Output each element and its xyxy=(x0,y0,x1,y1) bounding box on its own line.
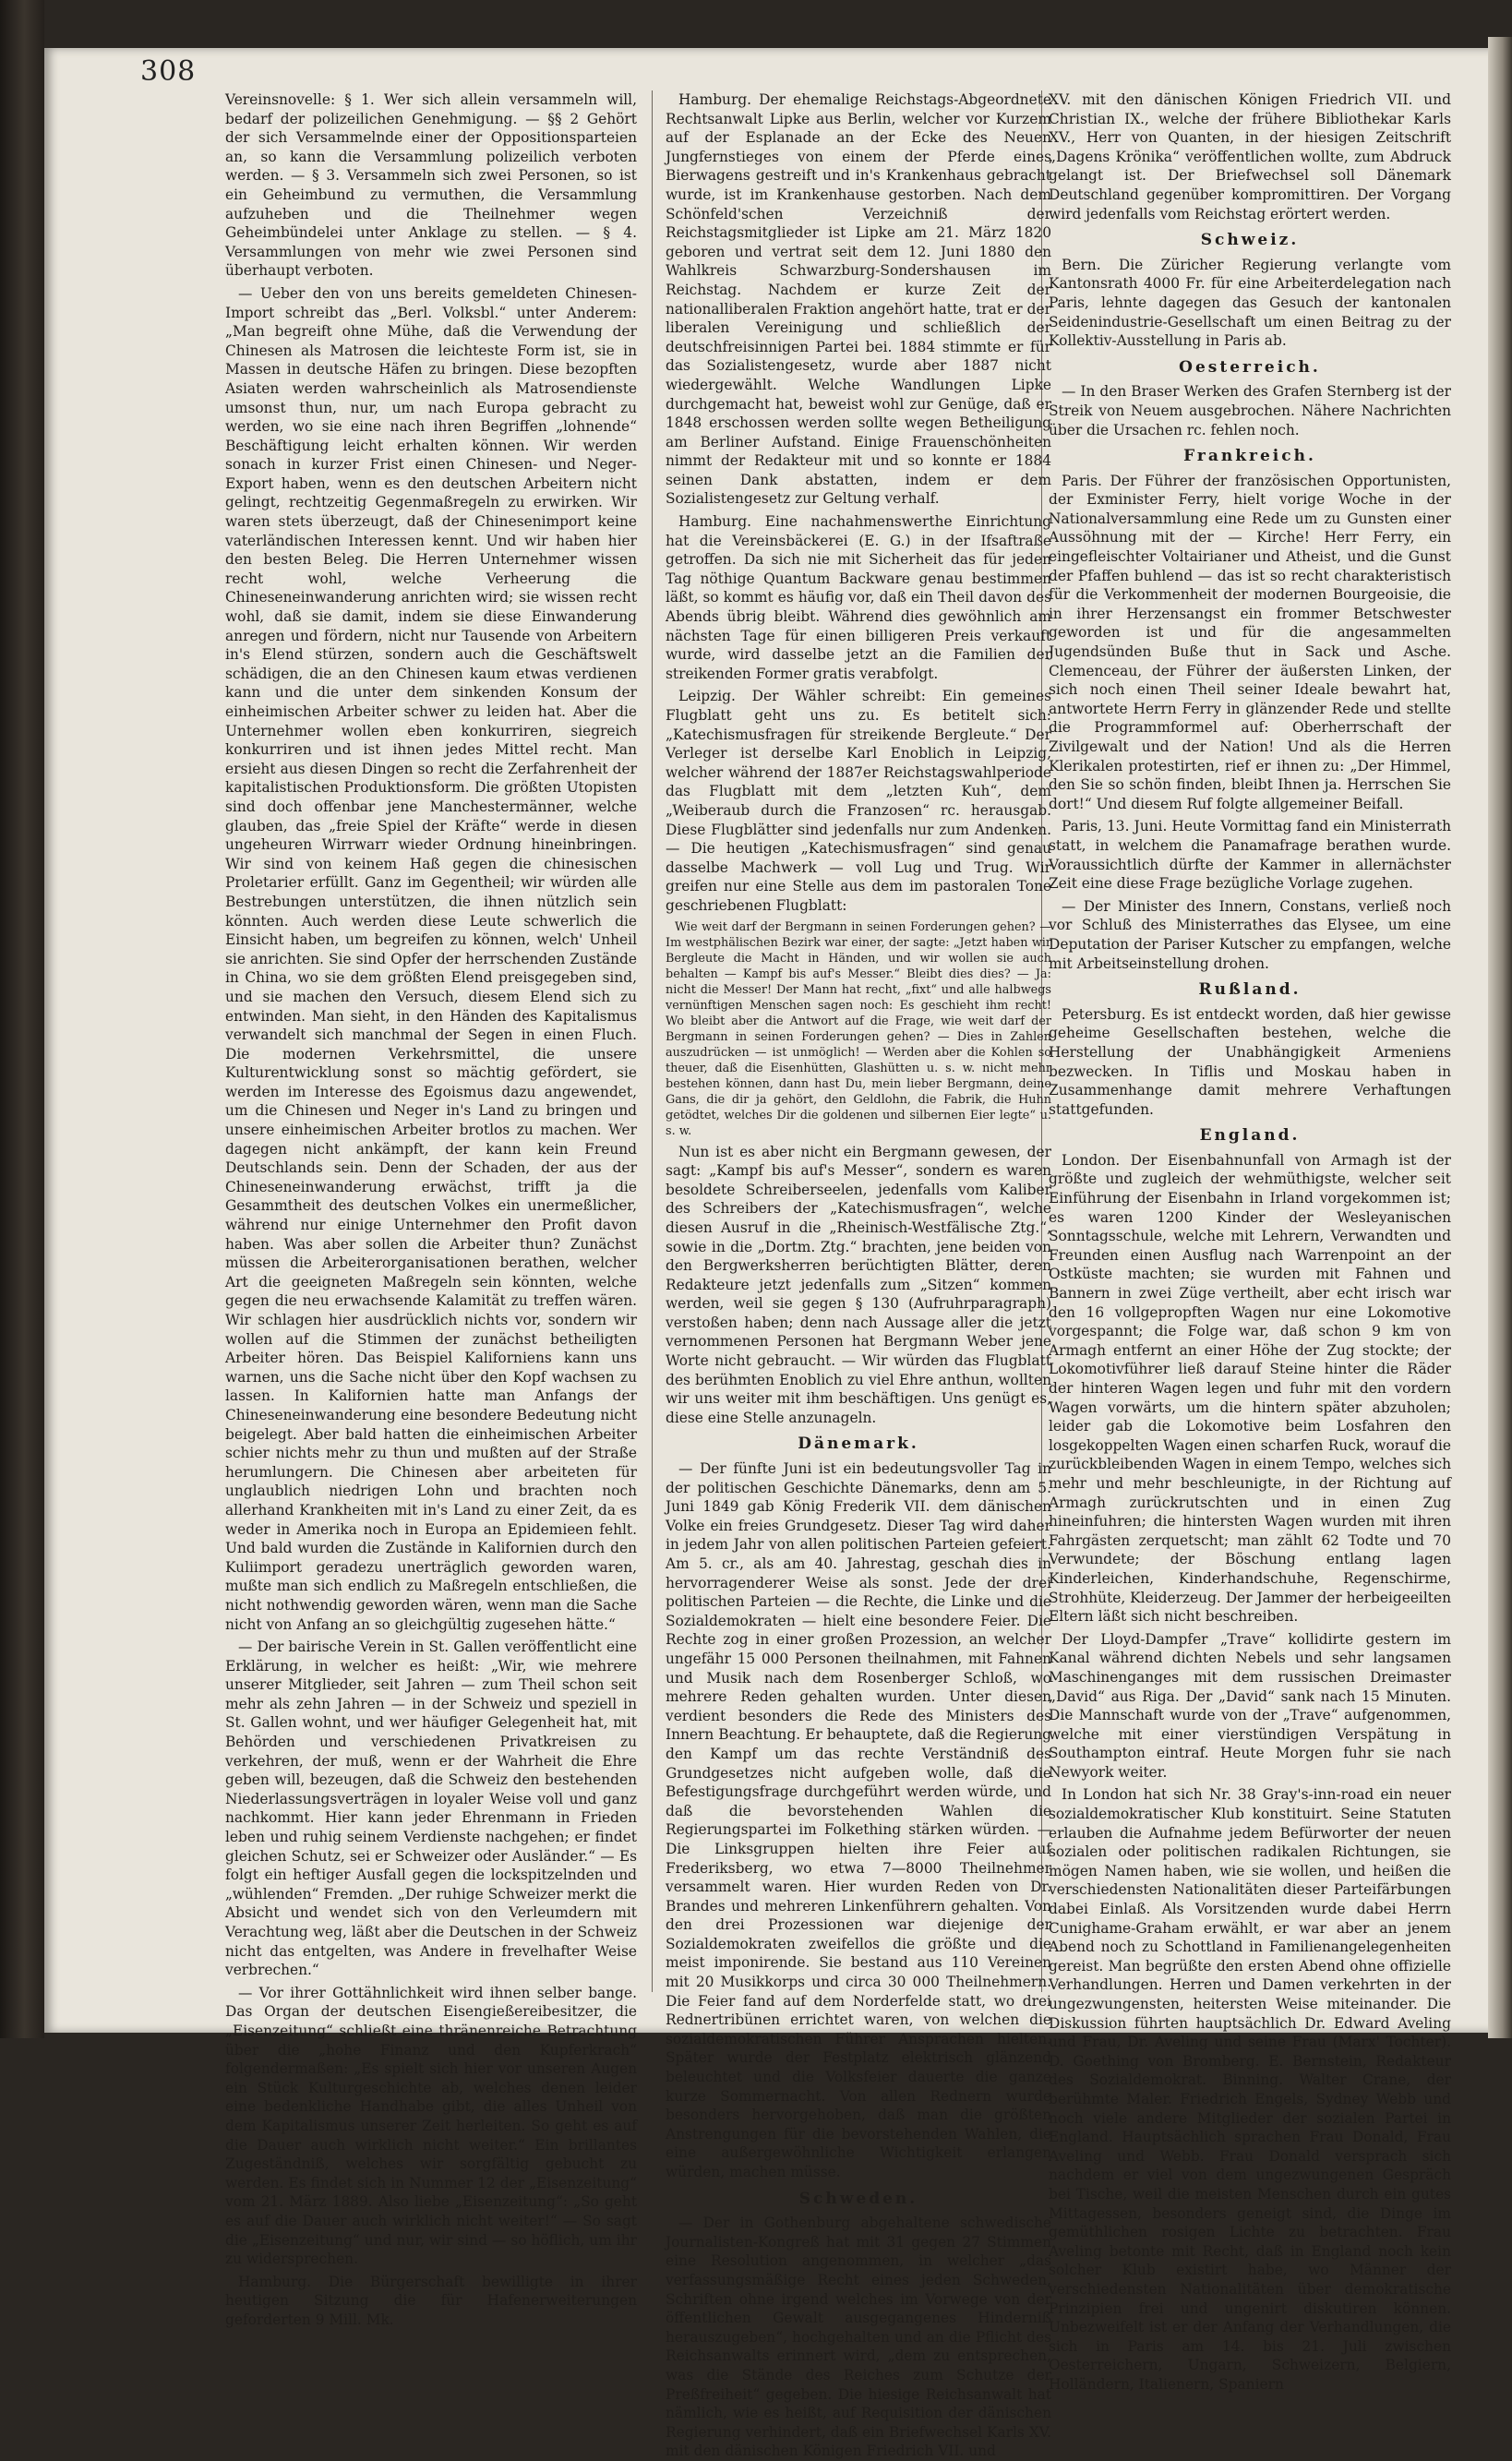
quoted-leaflet: Wie weit darf der Bergmann in seinen Forderungen gehen? — Im westphälischen Bezirk war einer, der sagte: „Jetzt haben wir Bergleute die Macht in Händen, und wir wollen sie auch behalten — Kampf bis auf's Messer.“ Bleibt dies dies? — Ja: nicht die Messer! Der Mann hat recht, „fixt“ und alle halbwegs vernünftigen Menschen sagen noch: Es geschieht ihm recht! Wo bleibt aber die Antwort auf die Frage, wie weit darf der Bergmann in seinen Forderungen gehen? — Dies in Zahlen auszudrücken — ist unmöglich! — Werden aber die Kohlen so theuer, daß die Eisenhütten, Glashütten u. s. w. nicht mehr bestehen können, dann hast Du, mein lieber Bergmann, deine Gans, die dir ja gehört, den Geldlohn, die Fabrik, die Huhn getödtet, welches Dir die goldenen und silbernen Eier legte“ u. s. w. xyxy=(666,919,1051,1138)
article-paragraph: XV. mit den dänischen Königen Friedrich VII. und Christian IX., welche der frühere Bibliothekar Karls XV., Herr von Quanten, in der hiesigen Zeitschrift „Dagens Krönika“ veröffentlichen wollte, zum Abdruck gelangt ist. Der Briefwechsel soll Dänemark Deutschland gegenüber kompromittiren. Der Vorgang wird jedenfalls vom Reichstag erörtert werden. xyxy=(1049,91,1451,222)
article-paragraph: Nun ist es aber nicht ein Bergmann gewesen, der sagt: „Kampf bis auf's Messer“, sondern es waren besoldete Schreiberseelen, jedenfalls vom Kaliber des Schreibers der „Katechismusfragen“, welche diesen Ausruf in die „Rheinisch-Westfälische Ztg.“, sowie in die „Dortm. Ztg.“ brachten, jene beiden von den Bergwerksherren berüchtigten Blätter, deren Redakteure jetzt jedenfalls zum „Sitzen“ kommen werden, weil sie gegen § 130 (Aufruhrparagraph) verstoßen haben; denn nach Aussage aller die jetzt vernommenen Personen hat Bergmann Weber jene Worte nicht gebraucht. — Wir würden das Flugblatt des berühmten Enoblich zu viel Ehre anthun, wollten wir uns weiter mit ihm beschäftigen. Uns genügt es, diese eine Stelle anzunageln. xyxy=(666,1143,1051,1426)
section-heading-russland: Rußland. xyxy=(1198,980,1302,1000)
article-paragraph: — In den Braser Werken des Grafen Sternberg ist der Streik von Neuem ausgebrochen. Nähere Nachrichten über die Ursachen rc. fehlen noch. xyxy=(1049,383,1451,438)
column-3 xyxy=(1049,90,1451,2393)
page-edge xyxy=(1488,37,1512,2038)
column-rule xyxy=(652,90,653,1992)
column-2 xyxy=(666,90,1051,2460)
article-paragraph: — Der bairische Verein in St. Gallen veröffentlicht eine Erklärung, in welcher es heißt: „Wir, wie mehrere unserer Mitglieder, seit Jahren — zum Theil schon seit mehr als zehn Jahren — in der Schweiz und speziell in St. Gallen wohnt, und wer häufiger Gelegenheit hat, mit Behörden und verschiedenen Privatkreisen zu verkehren, der muß, wenn er der Wahrheit die Ehre geben will, bezeugen, daß die Schweiz den bestehenden Niederlassungsverträgen in loyaler Weise voll und ganz nachkommt. Hier kann jeder Ehrenmann in Frieden leben und ruhig seinem Verdienste nachgehen; er findet gleichen Schutz, sei er Schweizer oder Ausländer.“ — Es folgt ein heftiger Ausfall gegen die lockspitzelnden und „wühlenden“ Fremden. „Der ruhige Schweizer merkt die Absicht und wendet sich von den Verleumdern mit Verachtung weg, läßt aber die Deutschen in der Schweiz nicht das entgelten, was Andere in frevelhafter Weise verbrechen.“ xyxy=(225,1639,637,1979)
article-paragraph: — Der in Gothenburg abgehaltene schwedische Journalisten-Kongreß hat mit 31 gegen 27 Stimmen eine Resolution angenommen, in welcher „das verfassungsmäßige Recht eines jeden Schweden, Schriften ohne irgend welches im Vorwege von der öffentlichen Gewalt ausgegangenes Hinderniß herauszugeben“, hochgehalten und an die Pflicht des Reichsanwalts erinnert wird, „dem zu entsprechen, was die Stände des Reiches zum Schutze der Preßfreiheit“ gegeben. Die hiesige Reichsanwalt hat nämlich, wie es heißt, auf Requisition der dänischen Regierung verhindert, daß ein Briefwechsel Karls XV. mit den dänischen Königen Friedrich VII. und xyxy=(666,2215,1051,2460)
section-heading-frankreich: Frankreich. xyxy=(1183,447,1316,466)
column-1 xyxy=(225,90,637,2328)
section-heading-schweiz: Schweiz. xyxy=(1200,231,1300,250)
article-paragraph: — Ueber den von uns bereits gemeldeten Chinesen-Import schreibt das „Berl. Volksbl.“ unter Anderem: „Man begreift ohne Mühe, daß die Verwendung der Chinesen als Matrosen die leichteste Form ist, sie in Massen in deutsche Häfen zu bringen. Diese bezopften Asiaten werden wahrscheinlich als Matrosendienste umsonst thun, nur, um nach Europa gebracht zu werden, wo sie eine nach ihren Begriffen „lohnende“ Beschäftigung leicht erhalten können. Wir werden sonach in kurzer Frist einen Chinesen- und Neger-Export haben, wenn es den deutschen Arbeitern nicht gelingt, rechtzeitig Gegenmaßregeln zu erwirken. Wir waren stets überzeugt, daß der Chinesenimport keine vaterländischen Interessen kennt. Und wir haben hier den besten Beleg. Die Herren Unternehmer wissen recht wohl, welche Verheerung die Chineseneinwanderung anrichten wird; sie wissen recht wohl, daß sie damit, indem sie diese Einwanderung anregen und fördern, nicht nur Tausende von Arbeitern in's Elend stürzen, sondern auch die Geschäftswelt schädigen, die an den Chinesen kaum etwas verdienen kann und die unter dem sinkenden Konsum der einheimischen Arbeiter schwer zu leiden hat. Aber die Unternehmer wollen eben konkurriren, siegreich konkurriren und ist ihnen jedes Mittel recht. Man ersieht aus diesen Dingen so recht die Zerfahrenheit der kapitalistischen Produktionsform. Die größten Utopisten sind doch offenbar jene Manchestermänner, welche glauben, das „freie Spiel der Kräfte“ werde in diesen ungeheuren Wirrwarr wieder Ordnung hineinbringen. Wir sind von keinem Haß gegen die chinesischen Proletarier erfüllt. Ganz im Gegentheil; wir würden alle Bestrebungen unterstützen, die ihnen nützlich sein könnten. Auch werden diese Leute schwerlich die Einsicht haben, um begreifen zu können, welch' Unheil sie anrichten. Sie sind Opfer der herrschenden Zustände in China, wo sie dem größten Elend preisgegeben sind, und sie machen den Versuch, diesem Elend sich zu entwinden. Man sieht, in den Händen des Kapitalismus verwandelt sich manchmal der Segen in einen Fluch. Die modernen Verkehrsmittel, die unsere Kulturentwicklung sonst so mächtig gefördert, sie werden im Interesse des Egoismus dazu angewendet, um die Chinesen und Neger in's Land zu bringen und unsere einheimischen Arbeiter brotlos zu machen. Wer dagegen nicht ankämpft, der kann kein Freund Deutschlands sein. Denn der Schaden, der aus der Chineseneinwanderung erwächst, trifft ja die Gesammtheit des deutschen Volkes ein unermeßlicher, während nur einige Unternehmer den Profit davon haben. Was aber sollen die Arbeiter thun? Zunächst müssen die Arbeiterorganisationen berathen, welcher Art die geeigneten Maßregeln sein könnten, welche gegen die neu erwachsende Kalamität zu treffen wären. Wir schlagen hier ausdrücklich nichts vor, sondern wir wollen auf die Stimmen der zunächst betheiligten Arbeiter hören. Das Beispiel Kaliforniens kann uns warnen, uns die Sache nicht über den Kopf wachsen zu lassen. In Kalifornien hatte man Anfangs der Chineseneinwanderung eine besondere Bedeutung nicht beigelegt. Aber bald hatten die einheimischen Arbeiter schier nichts mehr zu thun und mußten auf der Straße herumlungern. Die Chinesen aber arbeiteten für unglaublich niedrigen Lohn und brachten noch allerhand Krankheiten mit in's Land zu einer Zeit, da es weder in Amerika noch in Europa an Epidemieen fehlt. Und bald wurden die Zustände in Kalifornien durch den Kuliimport geradezu unerträglich geworden waren, mußte man sich endlich zu Maßregeln entschließen, die nicht nothwendig geworden wären, wenn man die Sache nicht von Anfang an so gleichgültig zugesehen hätte.“ xyxy=(225,284,637,1633)
article-paragraph: In London hat sich Nr. 38 Gray's-inn-road ein neuer sozialdemokratischer Klub konstituirt. Seine Statuten erlauben die Aufnahme jedem Befürworter der neuen sozialen oder politischen radikalen Richtungen, sie mögen Namen haben, wie sie wollen, und heißen die verschiedensten Nationalitäten dieser Parteifärbungen dabei Einlaß. Als Vorsitzenden wurde dabei Herrn Cunighame-Graham erwählt, er war aber an jenem Abend noch zu Schottland in Familienangelegenheiten gereist. Man begrüßte den ersten Abend ohne offizielle Verhandlungen. Herren und Damen verkehrten in der ungezwungensten, heitersten Weise miteinander. Die Diskussion führten hauptsächlich Dr. Edward Aveling und Frau, Dr. Aveling und seine Frau (Marx' Tochter). D. Goething von Bromberg. E. Bernstein, Redakteur des Sozialdemokrat. Binning. Walter Crane, der berühmte Maler. Friedrich Engels, Sydney Webb und noch viele andere Mitglieder der sozialen Partei in England. Hauptsächlich sprachen Frau Donald, Frau Aveling und Webb. Frau Donald versprach sich nachdem er viel von dem ungezwungenen Gespräch bei Tische, weil die meisten Menschen durch ein gutes Mittagessen, besonders geneigt sind, die Dinge im gemüthlichen rosigen Lichte zu betrachten. Frau Aveling betonte mit Recht, daß in England noch kein solcher Klub existirt habe, wo Männer der verschiedensten Nationalitäten über demokratische Prinzipien frei und ungenirt diskutiren können. Unbezweifelt ist er der Anfang der Verhandlungen, die sich in Paris am 14. bis 21. Juli zwischen Oesterreichern, Ungarn, Schweizern, Belgiern, Holländern, Italienern, Spaniern xyxy=(1049,1786,1451,2393)
article-paragraph: Der Lloyd-Dampfer „Trave“ kollidirte gestern im Kanal während dichten Nebels und sehr langsamen Maschinenganges mit dem russischen Dreimaster „David“ aus Riga. Der „David“ sank nach 15 Minuten. Die Mannschaft wurde von der „Trave“ aufgenommen, welche mit einer vierstündigen Verspätung in Southampton eintraf. Heute Morgen fuhr sie nach Newyork weiter. xyxy=(1049,1630,1451,1781)
article-paragraph: Paris, 13. Juni. Heute Vormittag fand ein Ministerrath statt, in welchem die Panamafrage berathen wurde. Voraussichtlich dürfte der Kammer in allernächster Zeit eine diese Frage bezügliche Vorlage zugehen. xyxy=(1049,818,1451,893)
section-heading-england: England. xyxy=(1199,1126,1301,1146)
page-number: 308 xyxy=(140,55,197,88)
article-paragraph: — Vor ihrer Gottähnlichkeit wird ihnen selber bange. Das Organ der deutschen Eisengießereibesitzer, die „Eisenzeitung“ schließt eine thränenreiche Betrachtung über die „hohe Finanz und den Kupferkrach“ folgendermaßen: „Es spielt sich hier vor unseren Augen ein Stück Kulturgeschichte ab, welches denen leider eine bedenkliche Handhabe gibt, die alles Unheil von dem Kapitalismus unserer Zeit herleiten. So geht es auf die Dauer auch wirklich nicht weiter.“ Ein brillantes Zugeständniß, welches wir sorgfältig gebucht zu werden. Es findet sich in Nummer 12 der „Eisenzeitung“ vom 21. März 1889. Also liebe „Eisenzeitung“: „So geht es auf die Dauer auch wirklich nicht weiter!“ — So sagt die „Eisenzeitung“ und nur, wir sind — so höflich, um ihr zu widersprechen. xyxy=(225,1984,637,2268)
article-paragraph: Bern. Die Züricher Regierung verlangte vom Kantonsrath 4000 Fr. für eine Arbeiterdelegation nach Paris, lehnte dagegen das Gesuch der kantonalen Seidenindustrie-Gesellschaft um einen Beitrag zu der Kollektiv-Ausstellung in Paris ab. xyxy=(1049,256,1451,350)
book-binding xyxy=(0,0,44,2038)
section-heading-oesterreich: Oesterreich. xyxy=(1179,357,1321,377)
article-paragraph: Hamburg. Die Bürgerschaft bewilligte in ihrer heutigen Sitzung die für Hafenerweiterungen geforderten 9 Mill. Mk. xyxy=(225,2273,637,2328)
article-paragraph: — Der Minister des Innern, Constans, verließ noch vor Schluß des Ministerrathes das Elysee, um eine Deputation der Pariser Kutscher zu empfangen, welche mit Arbeitseinstellung drohen. xyxy=(1049,897,1451,972)
section-heading-daenemark: Dänemark. xyxy=(798,1435,919,1454)
section-heading-schweden: Schweden. xyxy=(798,2189,918,2208)
article-paragraph: London. Der Eisenbahnunfall von Armagh ist der größte und zugleich der wehmüthigste, welcher seit Einführung der Eisenbahn in Irland vorgekommen ist; es waren 1200 Kinder der Wesleyanischen Sonntagsschule, welche mit Lehrern, Verwandten und Freunden einen Ausflug nach Warrenpoint an der Ostküste machten; sie wurden mit Fahnen und Bannern in zwei Züge vertheilt, aber echt irisch war den 16 vollgepropften Wagen nur eine Lokomotive vorgespannt; die Folge war, daß schon 9 km von Armagh entfernt an einer Höhe der Zug stockte; der Lokomotivführer ließ darauf Steine hinter die Räder der hinteren Wagen legen und fuhr mit den vordern Wagen vorwärts, um die hintern später abzuholen; leider gab die Lokomotive beim Losfahren den losgekoppelten Wagen einen scharfen Ruck, worauf die zurückbleibenden Wagen in einem Tempo, welches sich mehr und mehr beschleunigte, in der Richtung auf Armagh zurückrutschten und in einen Zug hineinfuhren; die hintersten Wagen wurden mit ihren Fahrgästen zerquetscht; man zählt 62 Todte und 70 Verwundete; der Böschung entlang lagen Kinderleichen, Kinderhandschuhe, Regenschirme, Strohhüte, Kleiderzeug. Der Jammer der herbeigeeilten Eltern läßt sich nicht beschreiben. xyxy=(1049,1151,1451,1626)
article-paragraph: Vereinsnovelle: § 1. Wer sich allein versammeln will, bedarf der polizeilichen Genehmigung. — §§ 2 Gehört der sich Versammelnde einer der Oppositionsparteien an, so kann die Versammlung polizeilich verboten werden. — § 3. Versammeln sich zwei Personen, so ist ein Geheimbund zu vermuthen, die Versammlung aufzuheben und die Theilnehmer wegen Geheimbündelei unter Anklage zu stellen. — § 4. Versammlungen von mehr wie zwei Personen sind überhaupt verboten. xyxy=(225,91,637,280)
article-paragraph: — Der fünfte Juni ist ein bedeutungsvoller Tag in der politischen Geschichte Dänemarks, denn am 5. Juni 1849 gab König Frederik VII. dem dänischen Volke ein freies Grundgesetz. Dieser Tag wird daher in jedem Jahr von allen politischen Parteien gefeiert. Am 5. cr., als am 40. Jahrestag, geschah dies in hervorragenderer Weise als sonst. Jede der drei politischen Parteien — die Rechte, die Linke und die Sozialdemokraten — hielt eine besondere Feier. Die Rechte zog in einer großen Prozession, an welcher ungefähr 15 000 Personen theilnahmen, mit Fahnen und Musik nach dem Rosenberger Schloß, wo mehrere Reden gehalten wurden. Unter diesen verdient besonders die Rede des Ministers des Innern Beachtung. Er behauptete, daß die Regierung den Kampf um das rechte Verständniß des Grundgesetzes nicht aufgeben wolle, daß die Befestigungsfrage durchgeführt werden würde, und daß die bevorstehenden Wahlen die Regierungspartei im Folkething stärken würden. — Die Linksgruppen hielten ihre Feier auf Frederiksberg, wo etwa 7—8000 Theilnehmer versammelt waren. Hier wurden Reden von Dr. Brandes und mehreren Linkenführern gehalten. Von den drei Prozessionen war diejenige der Sozialdemokraten zweifellos die größte und die meist imponirende. Sie bestand aus 110 Vereinen mit 20 Musikkorps und circa 30 000 Theilnehmern. Die Feier fand auf dem Norderfelde statt, wo drei Rednertribünen errichtet waren, von welchen die sozialdemokratischen Führer Ansprachen hielten. Später wurde der Festplatz elektrisch glänzend beleuchtet und die Volksfeier dauerte die ganze kurze Sommernacht. Von allen Rednern wurde besonders hervorgehoben, daß man die größten Anstrengungen für die bevorstehenden Wahlen, die eine außergewöhnliche Wichtigkeit erlangen würden, machen müsse. xyxy=(666,1460,1051,2180)
article-paragraph: Hamburg. Der ehemalige Reichstags-Abgeordnete Rechtsanwalt Lipke aus Berlin, welcher vor Kurzem auf der Esplanade an der Ecke des Neuen Jungfernstieges von einem der Pferde eines Bierwagens gestreift und in's Krankenhaus gebracht wurde, ist im Krankenhause gestorben. Nach dem Schönfeld'schen Verzeichniß der Reichstagsmitglieder ist Lipke am 21. März 1820 geboren und vertrat seit dem 12. Juni 1880 den Wahlkreis Schwarzburg-Sondershausen im Reichstag. Nachdem er kurze Zeit der nationalliberalen Fraktion angehört hatte, trat er der liberalen Vereinigung und schließlich der deutschfreisinnigen Partei bei. 1884 stimmte er für das Sozialistengesetz, wurde aber 1887 nicht wiedergewählt. Welche Wandlungen Lipke durchgemacht hat, beweist wohl zur Genüge, daß er 1848 erschossen werden sollte wegen Betheiligung am Berliner Aufstand. Einige Frauenschönheiten nimmt der Redakteur mit und so konnte er 1884 seinen Dank abstatten, indem er dem Sozialistengesetz zur Geltung verhalf. xyxy=(666,91,1051,508)
article-paragraph: Hamburg. Eine nachahmenswerthe Einrichtung hat die Vereinsbäckerei (E. G.) in der Ifsaftraße getroffen. Da sich nie mit Sicherheit das für jeden Tag nöthige Quantum Backware genau bestimmen läßt, so kommt es häufig vor, daß ein Theil davon des Abends übrig bleibt. Während dies gewöhnlich am nächsten Tage für einen billigeren Preis verkauft wurde, wird dasselbe jetzt an die Familien der streikenden Former gratis verabfolgt. xyxy=(666,513,1051,682)
article-paragraph: Petersburg. Es ist entdeckt worden, daß hier gewisse geheime Gesellschaften bestehen, welche die Herstellung der Unabhängigkeit Armeniens bezwecken. In Tiflis und Moskau haben in Zusammenhange damit mehrere Verhaftungen stattgefunden. xyxy=(1049,1005,1451,1118)
article-paragraph: Paris. Der Führer der französischen Opportunisten, der Exminister Ferry, hielt vorige Woche in der Nationalversammlung eine Rede um zu Gunsten einer Aussöhnung mit der — Kirche! Herr Ferry, ein eingefleischter Voltairianer und Atheist, und die Gunst der Pfaffen buhlend — das ist so recht charakteristisch für die Verkommenheit der modernen Bourgeoisie, die in ihrer Herzensangst ein frommer Betschwester geworden ist und für die angesammelten Jugendsünden Buße thut in Sack und Asche. Clemenceau, der Führer der äußersten Linken, der sich noch einen Theil seiner Ideale bewahrt hat, antwortete Herrn Ferry in glänzender Rede und stellte die Programmformel auf: Oberherrschaft der Zivilgewalt und der Nation! Und als die Herren Klerikalen protestirten, rief er ihnen zu: „Der Himmel, den Sie so schön finden, bleibt Ihnen ja. Herrschen Sie dort!“ Und diesem Ruf folgte allgemeiner Beifall. xyxy=(1049,472,1451,812)
article-paragraph: Leipzig. Der Wähler schreibt: Ein gemeines Flugblatt geht uns zu. Es betitelt sich: „Katechismusfragen für streikende Bergleute.“ Der Verleger ist derselbe Karl Enoblich in Leipzig, welcher während der 1887er Reichstagswahlperiode das Flugblatt mit dem „letzten Kuh“, dem „Weiberaub durch die Franzosen“ rc. herausgab. Diese Flugblätter sind jedenfalls nur zum Andenken. — Die heutigen „Katechismusfragen“ sind genau dasselbe Machwerk — voll Lug und Trug. Wir greifen nur eine Stelle aus dem im pastoralen Tone geschriebenen Flugblatt: xyxy=(666,688,1051,914)
